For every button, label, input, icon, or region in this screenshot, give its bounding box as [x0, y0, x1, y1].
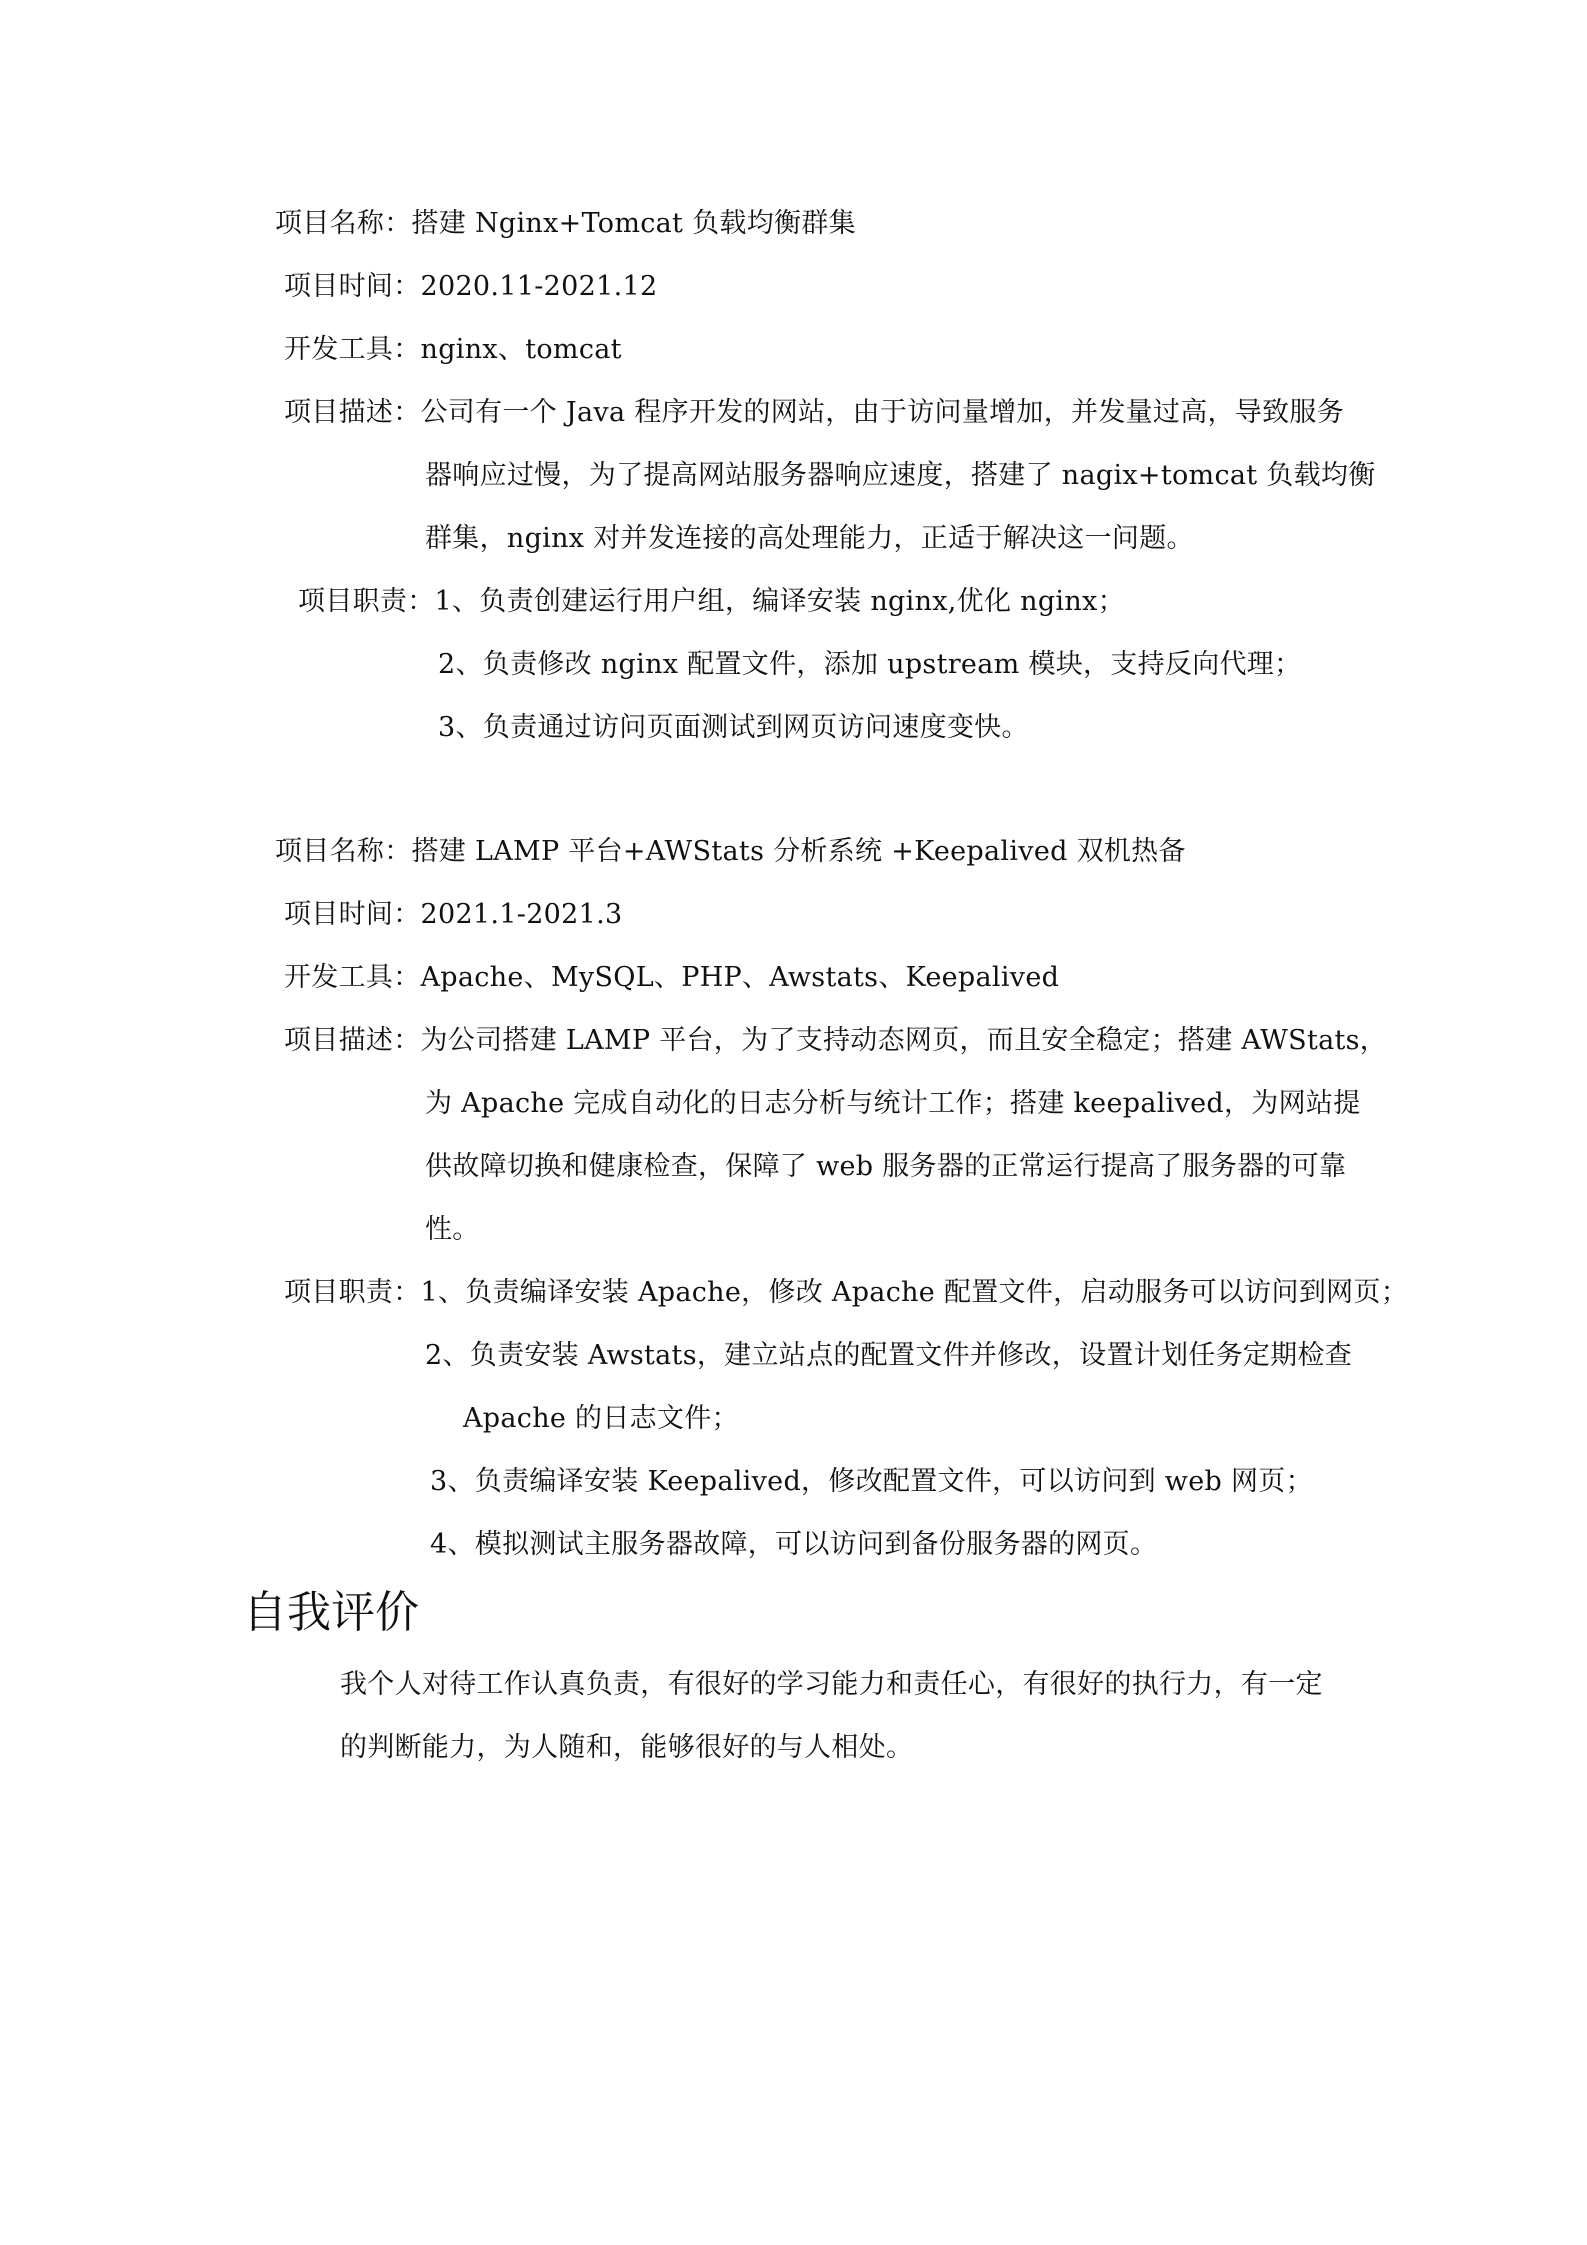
project1-duty-row [298, 584, 1125, 620]
project2-time-row [284, 897, 622, 933]
project1-tools-label: 开发工具： [284, 334, 421, 365]
project2-desc-line-3: 供故障切换和健康检查，保障了 web 服务器的正常运行提高了服务器的可靠 [425, 1151, 1347, 1182]
project1-desc-line-1: 公司有一个 Java 程序开发的网站，由于访问量增加，并发量过高，导致服务 [420, 397, 1345, 428]
self-eval-line-1: 我个人对待工作认真负责，有很好的学习能力和责任心，有很好的执行力，有一定 [340, 1669, 1323, 1700]
project2-duty-line-4: 3、负责编译安装 Keepalived，修改配置文件，可以访问到 web 网页； [430, 1466, 1313, 1497]
project1-duty-line-3: 3、负责通过访问页面测试到网页访问速度变快。 [438, 712, 1029, 743]
project1-time-row [284, 269, 657, 305]
project2-tools-label: 开发工具： [284, 962, 421, 993]
project1-name-label: 项目名称： [275, 208, 412, 239]
project2-duty-line-1: 1、负责编译安装 Apache，修改 Apache 配置文件，启动服务可以访问到网页； [420, 1277, 1409, 1308]
project1-time-label: 项目时间： [284, 271, 421, 302]
project1-desc-line-3: 群集，nginx 对并发连接的高处理能力，正适于解决这一问题。 [425, 523, 1194, 554]
project1-name-row [275, 206, 856, 242]
project2-time-value: 2021.1-2021.3 [420, 899, 623, 930]
project1-duty-line-1: 1、负责创建运行用户组，编译安装 nginx,优化 nginx； [434, 586, 1125, 617]
project1-desc-row [284, 395, 1344, 431]
project2-desc-row [284, 1023, 1387, 1059]
project2-name-row [275, 834, 1186, 870]
project2-tools-value: Apache、MySQL、PHP、Awstats、Keepalived [420, 962, 1060, 993]
project1-desc-line-2: 器响应过慢，为了提高网站服务器响应速度，搭建了 nagix+tomcat 负载均衡 [425, 460, 1376, 491]
project2-duty-row [284, 1275, 1408, 1311]
project2-name-value: 搭建 LAMP 平台+AWStats 分析系统 +Keepalived 双机热备 [411, 836, 1186, 867]
self-eval-line-2: 的判断能力，为人随和，能够很好的与人相处。 [340, 1732, 914, 1763]
project1-name-value: 搭建 Nginx+Tomcat 负载均衡群集 [411, 208, 856, 239]
project2-tools-row [284, 960, 1059, 996]
project1-desc-label: 项目描述： [284, 397, 421, 428]
project2-duty-line-3: Apache 的日志文件； [463, 1403, 739, 1434]
project2-duty-label: 项目职责： [284, 1277, 421, 1308]
project2-desc-line-2: 为 Apache 完成自动化的日志分析与统计工作；搭建 keepalived，为网站提 [425, 1088, 1361, 1119]
project2-name-label: 项目名称： [275, 836, 412, 867]
project2-time-label: 项目时间： [284, 899, 421, 930]
project1-tools-row [284, 332, 622, 368]
project1-duty-label: 项目职责： [298, 586, 435, 617]
project1-time-value: 2020.11-2021.12 [420, 271, 658, 302]
project2-desc-line-1: 为公司搭建 LAMP 平台，为了支持动态网页，而且安全稳定；搭建 AWStats， [420, 1025, 1388, 1056]
project2-duty-line-2: 2、负责安装 Awstats，建立站点的配置文件并修改，设置计划任务定期检查 [425, 1340, 1353, 1371]
self-eval-heading: 自我评价 [243, 1587, 419, 1638]
project1-duty-line-2: 2、负责修改 nginx 配置文件，添加 upstream 模块，支持反向代理； [438, 649, 1302, 680]
project2-desc-line-4: 性。 [425, 1214, 480, 1245]
project1-tools-value: nginx、tomcat [420, 334, 622, 365]
project2-desc-label: 项目描述： [284, 1025, 421, 1056]
project2-duty-line-5: 4、模拟测试主服务器故障，可以访问到备份服务器的网页。 [430, 1529, 1158, 1560]
